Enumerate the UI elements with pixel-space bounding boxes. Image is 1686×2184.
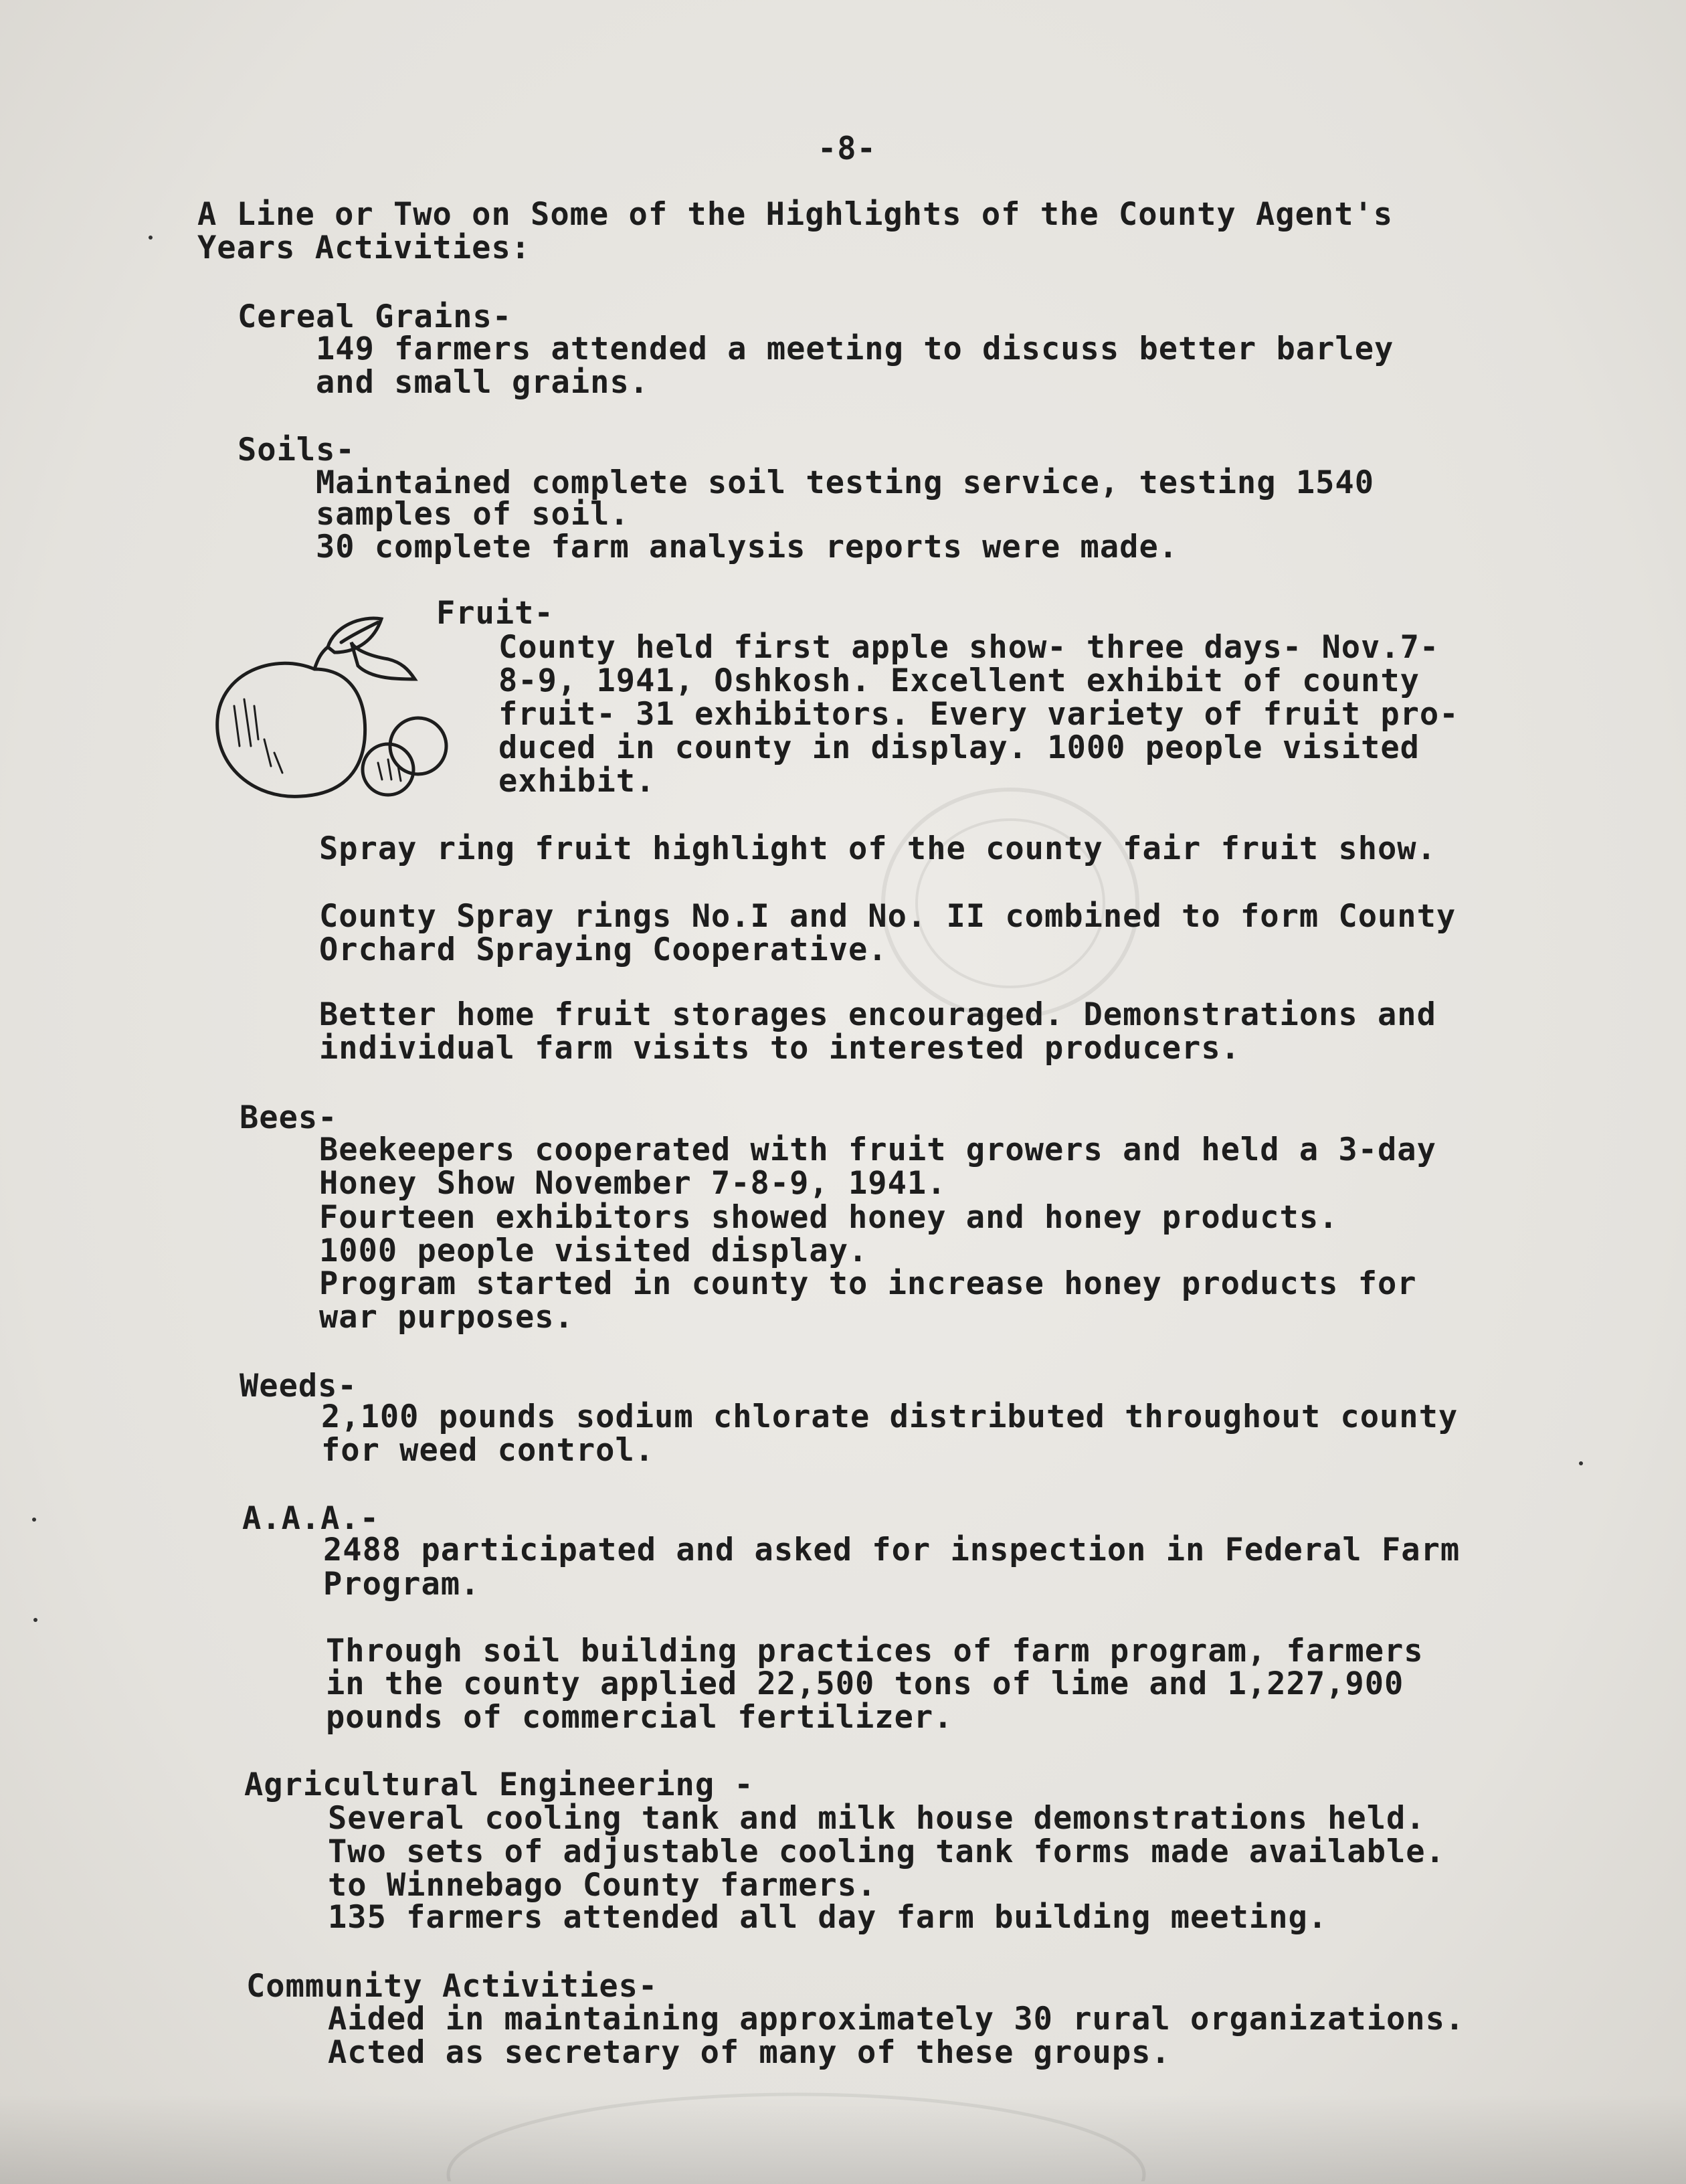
community-line: Aided in maintaining approximately 30 rural organizations. xyxy=(328,2001,1465,2037)
section-title-weeds: Weeds- xyxy=(240,1368,357,1404)
community-line: Acted as secretary of many of these groups. xyxy=(328,2034,1171,2071)
section-title-bees: Bees- xyxy=(240,1099,338,1136)
soils-line: 30 complete farm analysis reports were made. xyxy=(316,529,1179,565)
weeds-line: for weed control. xyxy=(321,1432,655,1469)
bees-line: Program started in county to increase honey products for xyxy=(319,1265,1417,1302)
aaa-paragraph-2-line: Through soil building practices of farm program, farmers xyxy=(326,1633,1424,1669)
cereal-grains-line: 149 farmers attended a meeting to discuss better barley xyxy=(316,331,1394,367)
fruit-paragraph-4-line: individual farm visits to interested producers. xyxy=(319,1030,1240,1067)
soils-line: Maintained complete soil testing service, testing 1540 xyxy=(316,464,1375,501)
fruit-paragraph-3-line: Orchard Spraying Cooperative. xyxy=(319,931,888,968)
fruit-paragraph-4-line: Better home fruit storages encouraged. Demonstrations and xyxy=(319,996,1436,1033)
page-heading-line-2: Years Activities: xyxy=(197,230,531,266)
bees-line: Beekeepers cooperated with fruit growers and held a 3-day xyxy=(319,1131,1436,1168)
stray-mark xyxy=(149,236,153,240)
aaa-line: 2488 participated and asked for inspection in Federal Farm xyxy=(323,1532,1461,1568)
aaa-paragraph-2-line: in the county applied 22,500 tons of lime and 1,227,900 xyxy=(326,1665,1404,1702)
bees-line: war purposes. xyxy=(319,1299,574,1336)
page-number: -8- xyxy=(818,130,876,167)
fruit-line: exhibit. xyxy=(498,763,656,800)
page-heading-line-1: A Line or Two on Some of the Highlights of the County Agent's xyxy=(197,196,1394,233)
section-title-cereal-grains: Cereal Grains- xyxy=(238,298,512,335)
fruit-line: fruit- 31 exhibitors. Every variety of fruit pro- xyxy=(498,696,1459,733)
weeds-line: 2,100 pounds sodium chlorate distributed throughout county xyxy=(321,1398,1459,1435)
section-title-community-activities: Community Activities- xyxy=(246,1968,658,2005)
section-title-fruit: Fruit- xyxy=(436,595,554,632)
ag-engineering-line: to Winnebago County farmers. xyxy=(328,1867,877,1904)
cereal-grains-line: and small grains. xyxy=(316,364,650,401)
fruit-paragraph-3-line: County Spray rings No.I and No. II combined to form County xyxy=(319,898,1457,935)
stray-mark xyxy=(32,1518,36,1522)
section-title-agricultural-engineering: Agricultural Engineering - xyxy=(244,1766,754,1803)
fruit-line: County held first apple show- three days- Nov.7- xyxy=(498,629,1440,666)
soils-line: samples of soil. xyxy=(316,496,630,533)
ag-engineering-line: Several cooling tank and milk house demonstrations held. xyxy=(328,1800,1426,1837)
fruit-paragraph-2: Spray ring fruit highlight of the county fair fruit show. xyxy=(319,830,1436,867)
bees-line: Fourteen exhibitors showed honey and honey products. xyxy=(319,1199,1339,1236)
stray-mark xyxy=(1579,1461,1583,1465)
section-title-aaa: A.A.A.- xyxy=(242,1500,380,1537)
apple-illustration xyxy=(207,606,495,820)
aaa-paragraph-2-line: pounds of commercial fertilizer. xyxy=(326,1699,953,1736)
stray-mark xyxy=(33,1618,37,1622)
bees-line: 1000 people visited display. xyxy=(319,1233,868,1269)
scan-shadow xyxy=(0,2094,1686,2184)
fruit-line: duced in county in display. 1000 people visited xyxy=(498,729,1420,766)
bees-line: Honey Show November 7-8-9, 1941. xyxy=(319,1165,947,1202)
ag-engineering-line: 135 farmers attended all day farm building meeting. xyxy=(328,1899,1328,1936)
ag-engineering-line: Two sets of adjustable cooling tank forms made available. xyxy=(328,1833,1445,1870)
fruit-line: 8-9, 1941, Oshkosh. Excellent exhibit of county xyxy=(498,662,1420,699)
section-title-soils: Soils- xyxy=(238,432,355,468)
aaa-line: Program. xyxy=(323,1566,480,1603)
